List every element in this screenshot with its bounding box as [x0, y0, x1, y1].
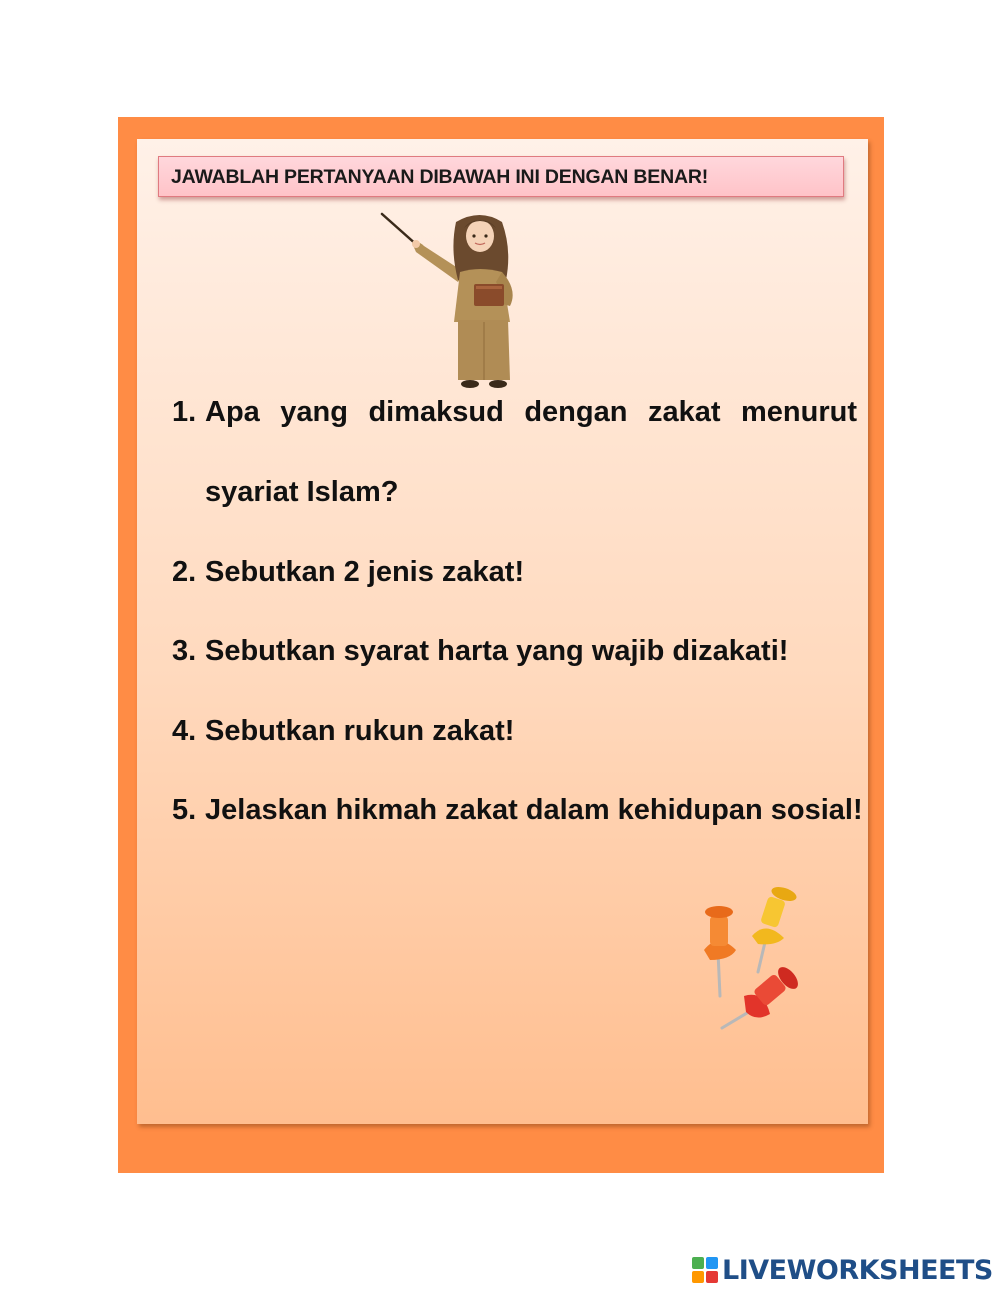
- push-pins-illustration: [690, 880, 820, 1040]
- brand-name: LIVEWORKSHEETS: [722, 1254, 993, 1286]
- question-number: 1.: [172, 396, 197, 428]
- question-number: 5.: [172, 794, 197, 826]
- liveworksheets-logo-icon: [692, 1257, 718, 1283]
- yellow-pin-icon: [752, 884, 798, 972]
- instruction-banner: [158, 156, 844, 197]
- question-text: Sebutkan syarat harta yang wajib dizakati!: [205, 635, 789, 667]
- question-number: 4.: [172, 715, 197, 747]
- question-text: Jelaskan hikmah zakat dalam kehidupan sosial!: [205, 794, 863, 826]
- liveworksheets-logo: [692, 1253, 993, 1287]
- question-text: Apa yang dimaksud dengan zakat menurut: [205, 396, 857, 428]
- instruction-text: JAWABLAH PERTANYAAN DIBAWAH INI DENGAN BENAR!: [171, 166, 709, 188]
- orange-pin-icon: [704, 906, 736, 996]
- question-text-continuation: syariat Islam?: [205, 476, 399, 508]
- question-text: Sebutkan rukun zakat!: [205, 715, 515, 747]
- teacher-illustration: [378, 210, 528, 390]
- question-text: Sebutkan 2 jenis zakat!: [205, 556, 525, 588]
- question-number: 3.: [172, 635, 197, 667]
- red-pin-icon: [722, 964, 802, 1028]
- question-number: 2.: [172, 556, 197, 588]
